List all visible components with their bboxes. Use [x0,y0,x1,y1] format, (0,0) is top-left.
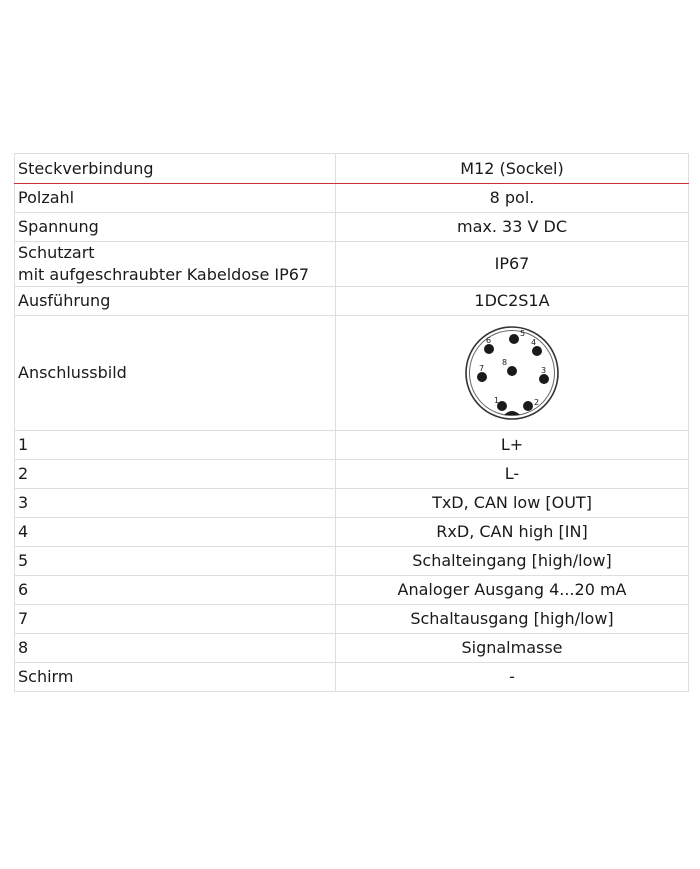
pin-7-label: 7 [479,364,485,373]
row-value: 1DC2S1A [336,287,689,316]
row-label: 7 [15,605,336,634]
table-row [15,316,689,431]
row-value: L- [336,460,689,489]
table-row [15,634,689,663]
row-value: RxD, CAN high [IN] [336,518,689,547]
row-label: 3 [15,489,336,518]
pin-1-label: 1 [494,396,500,405]
table-row [15,460,689,489]
row-value: 8 pol. [336,184,689,213]
row-label: Spannung [15,213,336,242]
row-label: Anschlussbild [15,316,336,431]
table-row [15,576,689,605]
row-label: 6 [15,576,336,605]
table-row [15,518,689,547]
pin-5-label: 5 [520,329,526,338]
table-row [15,287,689,316]
row-label: 1 [15,431,336,460]
pin-4 [532,346,542,356]
row-label-line: mit aufgeschraubter Kabeldose IP67 [18,265,310,284]
connector-diagram-cell [336,316,689,431]
row-label: Schirm [15,663,336,692]
pin-8 [507,366,517,376]
row-label [15,242,336,287]
table-header-row [15,154,689,184]
pin-3 [539,374,549,384]
row-label: Polzahl [15,184,336,213]
row-value: Schalteingang [high/low] [336,547,689,576]
pin-3-label: 3 [541,366,547,375]
row-value: max. 33 V DC [336,213,689,242]
table-row [15,184,689,213]
row-value: Schaltausgang [high/low] [336,605,689,634]
pin-6 [484,344,494,354]
pin-7 [477,372,487,382]
row-value: TxD, CAN low [OUT] [336,489,689,518]
row-value: Signalmasse [336,634,689,663]
pin-8-label: 8 [502,358,508,367]
table-row [15,242,689,287]
header-value: M12 (Sockel) [336,154,689,184]
m12-connector-pinout-icon [462,323,562,423]
row-label: 2 [15,460,336,489]
table-row [15,605,689,634]
table-row [15,213,689,242]
row-value: - [336,663,689,692]
row-value: L+ [336,431,689,460]
row-value: Analoger Ausgang 4...20 mA [336,576,689,605]
pin-5 [509,334,519,344]
pin-4-label: 4 [531,338,537,347]
row-label: 4 [15,518,336,547]
pin-2-label: 2 [534,398,540,407]
table-row [15,547,689,576]
row-label-line: Schutzart [18,243,95,262]
row-label: 8 [15,634,336,663]
pin-2 [523,401,533,411]
connector-spec-table [14,153,689,692]
table-row [15,663,689,692]
header-label: Steckverbindung [15,154,336,184]
table-row [15,431,689,460]
pin-6-label: 6 [486,336,492,345]
row-label: Ausführung [15,287,336,316]
row-value: IP67 [336,242,689,287]
table-row [15,489,689,518]
row-label: 5 [15,547,336,576]
